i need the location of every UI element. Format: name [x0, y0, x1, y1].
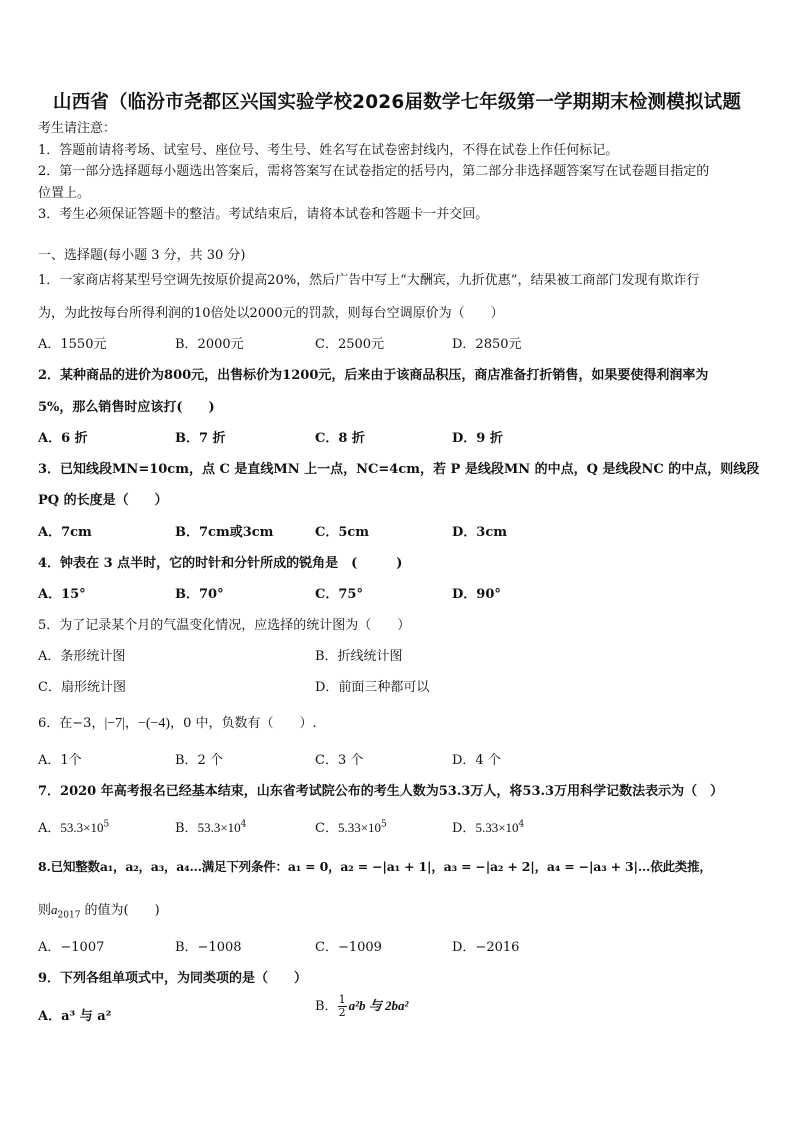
option-value: 53.3×10 — [60, 820, 104, 835]
section-heading: 一、选择题(每小题 3 分，共 30 分) — [38, 248, 246, 263]
question-3-option-b: B．7cm或3cm — [175, 525, 274, 540]
question-5-line-1: 5．为了记录某个月的气温变化情况，应选择的统计图为（ ） — [38, 618, 411, 633]
question-3-option-c: C．5cm — [315, 525, 370, 540]
question-7-option-b — [175, 817, 246, 836]
fraction-numerator: 1 — [338, 993, 346, 1006]
option-exponent: 5 — [103, 819, 110, 830]
option-exponent: 4 — [240, 819, 247, 830]
question-6-absolute-value: |−7| — [104, 716, 125, 731]
fraction-denominator: 2 — [338, 1006, 346, 1019]
question-2-line-2: 5%，那么销售时应该打( ) — [38, 400, 215, 415]
question-5-option-d: D．前面三种都可以 — [315, 680, 430, 695]
question-9-line-1: 9．下列各组单项式中，为同类项的是（ ） — [38, 971, 308, 986]
question-8-variable: a — [51, 902, 58, 917]
question-1-line-2: 为，为此按每台所得利润的10倍处以2000元的罚款，则每台空调原价为（ ） — [38, 306, 504, 321]
question-2-line-1: 2．某种商品的进价为800元，出售标价为1200元，后来由于该商品积压，商店准备打折销售，如果要使得利润率为 — [38, 368, 709, 383]
question-8-option-d: D．−2016 — [452, 940, 520, 955]
question-4-option-b: B．70° — [175, 587, 224, 602]
question-6-line-1 — [38, 712, 317, 732]
question-9-option-a: A．a³ 与 a² — [38, 1009, 112, 1024]
question-8-option-b: B．−1008 — [175, 940, 242, 955]
question-8-option-a: A．−1007 — [38, 940, 105, 955]
question-6-separator: ， — [124, 716, 138, 731]
question-3-line-2: PQ 的长度是（ ） — [38, 493, 168, 508]
question-1-option-d: D．2850元 — [452, 337, 522, 352]
question-3-option-a: A．7cm — [38, 525, 92, 540]
notice-item: 位置上。 — [38, 185, 91, 201]
question-6-option-a: A．1个 — [38, 753, 82, 768]
question-9-option-b — [315, 994, 408, 1019]
exam-title: 山西省（临汾市尧都区兴国实验学校2026届数学七年级第一学期期末检测模拟试题 — [52, 92, 742, 113]
question-8-subscript: 2017 — [57, 910, 81, 921]
question-6-option-d: D．4 个 — [452, 753, 501, 768]
option-exponent: 5 — [381, 819, 387, 830]
question-1-line-1: 1．一家商店将某型号空调先按原价提高20%，然后广告中写上“大酬宾，九折优惠”，结果被工商部门发现有欺诈行 — [38, 273, 700, 288]
option-label: B． — [315, 999, 338, 1014]
question-2-option-c: C．8 折 — [315, 431, 365, 446]
question-2-option-a: A．6 折 — [38, 431, 88, 446]
question-7-option-c — [315, 817, 387, 836]
question-4-option-a: A．15° — [38, 587, 86, 602]
question-1-option-b: B．2000元 — [175, 337, 244, 352]
question-8-line-2 — [38, 899, 160, 921]
option-value: 5.33×10 — [475, 820, 519, 835]
question-2-option-d: D．9 折 — [452, 431, 503, 446]
question-4-line-1: 4．钟表在 3 点半时，它的时针和分针所成的锐角是 ( ) — [38, 556, 403, 571]
question-6-prefix: 6．在−3， — [38, 716, 105, 731]
question-6-negation: −(−4) — [137, 716, 171, 731]
question-3-option-d: D．3cm — [452, 525, 507, 540]
question-5-option-a: A．条形统计图 — [38, 649, 126, 664]
option-value: a²b 与 2ba² — [348, 998, 409, 1013]
fraction-one-half — [338, 994, 347, 1019]
notice-item: 1．答题前请将考场、试室号、座位号、考生号、姓名写在试卷密封线内，不得在试卷上作任何标记。 — [38, 142, 619, 158]
question-7-line-1: 7．2020 年高考报名已经基本结束，山东省考试院公布的考生人数为53.3万人，将53.3万用科学记数法表示为（ ） — [38, 784, 724, 799]
question-7-option-a — [38, 817, 109, 836]
question-2-option-b: B．7 折 — [175, 431, 226, 446]
question-6-option-b: B．2 个 — [175, 753, 223, 768]
notice-heading: 考生请注意： — [38, 121, 117, 136]
question-5-option-c: C．扇形统计图 — [38, 680, 126, 695]
option-exponent: 4 — [518, 819, 525, 830]
question-5-option-b: B．折线统计图 — [315, 649, 403, 664]
notice-item: 3．考生必须保证答题卡的整洁。考试结束后，请将本试卷和答题卡一并交回。 — [38, 207, 489, 222]
question-7-option-d — [452, 817, 524, 836]
option-label: D． — [452, 821, 476, 836]
notice-block — [38, 118, 758, 226]
question-4-option-d: D．90° — [452, 587, 501, 602]
question-1-option-c: C．2500元 — [315, 337, 385, 352]
option-label: C． — [315, 821, 338, 836]
option-label: B． — [175, 821, 198, 836]
question-8-line-1: 8.已知整数a₁，a₂，a₃，a₄…满足下列条件：a₁ = 0，a₂ = −|a₁ + 1|，a₃ = −|a₂ + 2|，a₄ = −|a₃ + 3|…依此类推， — [38, 859, 712, 874]
question-8-option-c: C．−1009 — [315, 940, 382, 955]
question-8-suffix: 的值为( ) — [80, 903, 160, 918]
option-label: A． — [38, 821, 61, 836]
question-6-option-c: C．3 个 — [315, 753, 364, 768]
question-3-line-1: 3．已知线段MN=10cm，点 C 是直线MN 上一点，NC=4cm，若 P 是线段MN 的中点，Q 是线段NC 的中点，则线段 — [38, 462, 760, 477]
question-1-option-a: A．1550元 — [38, 337, 107, 352]
question-6-suffix: ，0 中，负数有（ ）. — [170, 716, 317, 731]
notice-item: 2．第一部分选择题每小题选出答案后，需将答案写在试卷指定的括号内，第二部分非选择题答案写在试卷题目指定的 — [38, 164, 710, 179]
question-8-prefix: 则 — [38, 903, 52, 918]
question-4-option-c: C．75° — [315, 587, 363, 602]
option-value: 5.33×10 — [337, 820, 382, 835]
option-value: 53.3×10 — [197, 820, 241, 835]
